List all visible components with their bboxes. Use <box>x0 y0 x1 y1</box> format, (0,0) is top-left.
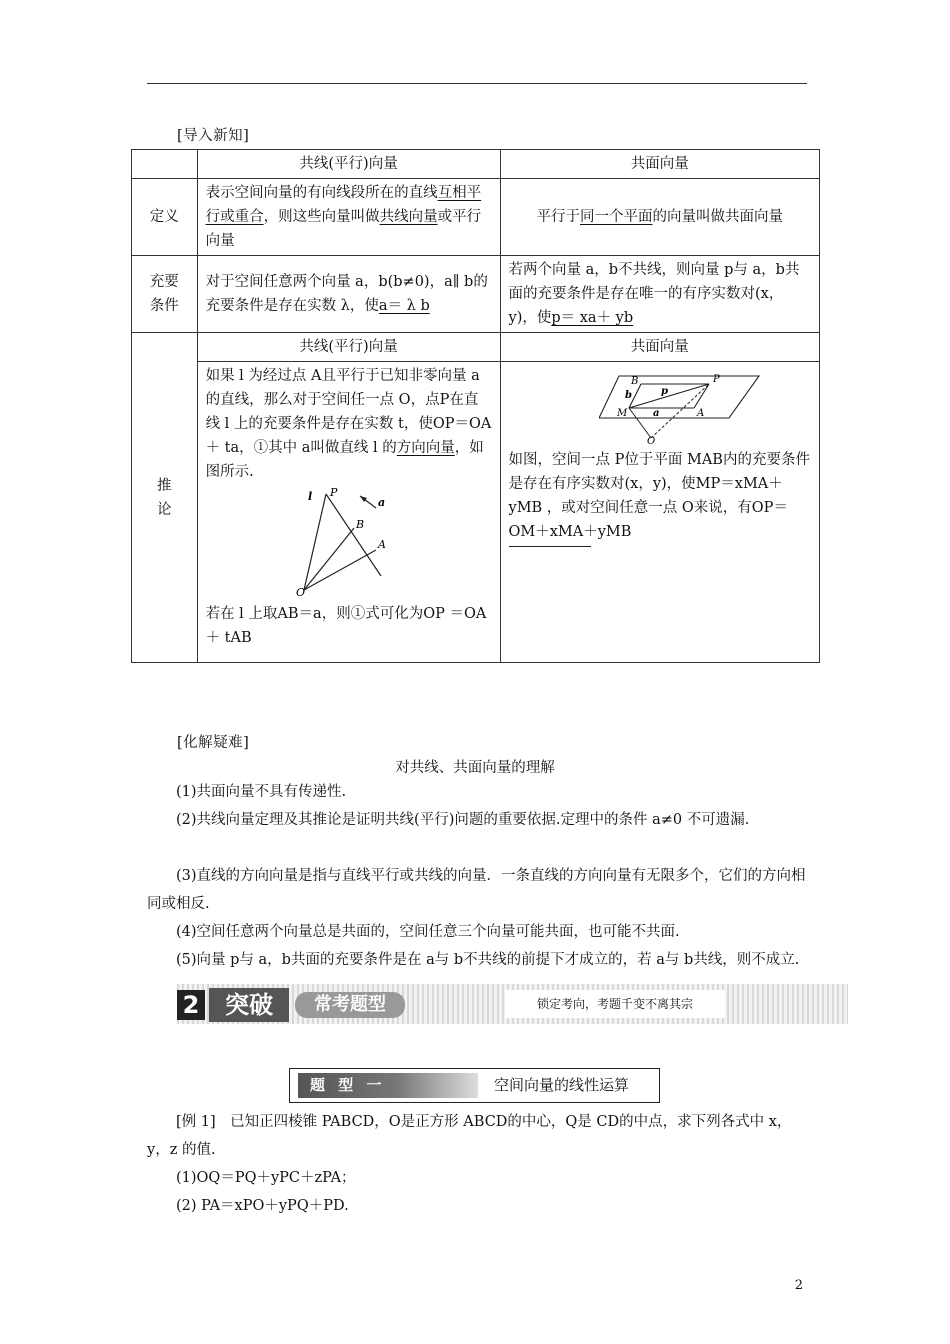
point-5: (5)向量 p与 a，b共面的充要条件是在 a与 b不共线的前提下才成立的，若 a与 b共线，则不成立. <box>176 952 800 968</box>
example-text: [例 1] 已知正四棱锥 PABCD，O是正方形 ABCD的中心，Q是 CD的中点，求下列各式中 x，y，z 的值. <box>147 1114 792 1158</box>
row-label-corollary: 推 论 <box>132 333 198 663</box>
row-label-definition: 定义 <box>132 179 198 256</box>
section-banner <box>177 984 848 1024</box>
example-q2: (2) PA＝xPO＋yPQ＋PD. <box>176 1198 349 1214</box>
corollary-coplanar-text: 如图，空间一点 P位于平面 MAB内的充要条件是存在有序实数对(x，y)，使MP＝xMA＋yMB ，或对空间任意一点 O来说，有OP＝OM＋xMA＋yMB <box>508 452 810 540</box>
fig2-label-M: M <box>616 408 627 419</box>
resolve-title: 对共线、共面向量的理解 <box>395 760 555 776</box>
fig2-label-a: a <box>652 408 659 419</box>
fig2-label-B: B <box>630 376 638 387</box>
coplanar-figure <box>599 366 769 444</box>
point-1: (1)共面向量不具有传递性. <box>176 784 347 800</box>
fig-label-B: B <box>355 518 364 531</box>
fig2-label-O: O <box>646 436 655 444</box>
type-title: 空间向量的线性运算 <box>494 1076 630 1094</box>
coplanar-overline <box>509 546 591 547</box>
fig-label-a: a <box>377 496 385 509</box>
fig-label-P: P <box>329 488 337 499</box>
row-label-condition: 充要 条件 <box>132 256 198 333</box>
condition-coplanar: 若两个向量 a，b不共线，则向量 p与 a，b共面的充要条件是存在唯一的有序实数对(x，y)，使p＝ xa＋ yb <box>500 256 820 333</box>
subhead-coplanar: 共面向量 <box>500 333 820 362</box>
head-collinear: 共线(平行)向量 <box>197 150 500 179</box>
collinear-figure <box>286 488 486 596</box>
banner-title: 突破 <box>209 988 289 1022</box>
corollary-coplanar <box>500 362 820 663</box>
corner-cell <box>132 150 198 179</box>
example-q1: (1)OQ＝PQ＋yPC＋zPA； <box>176 1170 356 1186</box>
intro-tag: [导入新知] <box>177 128 250 144</box>
head-coplanar: 共面向量 <box>500 150 820 179</box>
point-3: (3)直线的方向向量是指与直线平行或共线的向量．一条直线的方向向量有无限多个，它们的方向相同或相反. <box>147 868 806 912</box>
fig2-label-p: p <box>660 386 668 397</box>
subhead-collinear: 共线(平行)向量 <box>197 333 500 362</box>
page-number: 2 <box>794 1278 803 1293</box>
header-rule <box>147 83 807 84</box>
fig-label-A: A <box>377 538 386 551</box>
corollary-collinear-note: 若在 l 上取AB＝a，则①式可化为OP ＝OA＋ tAB <box>205 606 487 646</box>
type-tag: 题 型 一 <box>298 1073 478 1098</box>
fig2-label-A: A <box>696 408 704 419</box>
fig2-label-P: P <box>712 374 720 385</box>
fig-label-O: O <box>295 586 305 596</box>
definition-collinear: 表示空间向量的有向线段所在的直线互相平行或重合，则这些向量叫做共线向量或平行向量 <box>197 179 500 256</box>
fig2-label-b: b <box>624 390 632 401</box>
resolve-tag: [化解疑难] <box>177 735 250 751</box>
banner-number: 2 <box>177 990 205 1020</box>
condition-collinear: 对于空间任意两个向量 a，b(b≠0)，a∥ b的充要条件是存在实数 λ，使a＝ λ b <box>197 256 500 333</box>
fig-label-l: l <box>307 490 312 503</box>
corollary-collinear: 如果 l 为经过点 A且平行于已知非零向量 a的直线，那么对于空间任一点 O，点P在直线 l 上的充要条件是存在实数 t，使OP＝OA＋ ta，①其中 a叫做直线 l 的方向向量，如图所示. l P a B A O 若在 l 上取AB＝a，则①式可化为OP ＝OA＋ tAB <box>197 362 500 663</box>
concept-table <box>131 149 820 663</box>
point-2: (2)共线向量定理及其推论是证明共线(平行)问题的重要依据.定理中的条件 a≠0 不可遗漏. <box>176 812 750 828</box>
banner-subtitle: 常考题型 <box>295 992 405 1018</box>
point-4: (4)空间任意两个向量总是共面的，空间任意三个向量可能共面，也可能不共面. <box>176 924 680 940</box>
banner-motto: 锁定考向，考题千变不离其宗 <box>505 990 725 1018</box>
question-type-box <box>289 1068 660 1103</box>
definition-coplanar: 平行于同一个平面的向量叫做共面向量 <box>500 179 820 256</box>
